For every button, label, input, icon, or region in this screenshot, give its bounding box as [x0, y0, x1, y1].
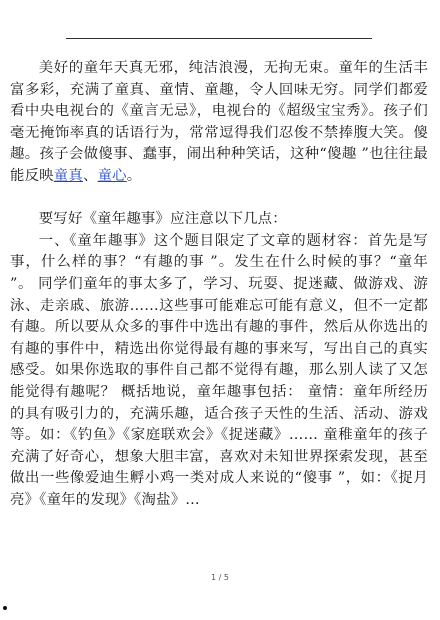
paragraph-intro-text: 美好的童年天真无邪，纯洁浪漫，无拘无束。童年的生活丰富多彩，充满了童真、童情、童趣，令人回味无穷。同学们都爱看中央电视台的《童言无忌》，电视台的《超级宝宝秀》。孩子们毫无掩饰率真的话语行为，常常逗得我们忍俊不禁捧腹大笑。傻趣。孩子会做傻事、蠢事，闹出种种笑话，这种“傻趣 ”也往往最能反映	[10, 60, 428, 184]
page-number: 1 / 5	[211, 573, 229, 582]
paragraph-guideline-one: 一、《童年趣事》这个题目限定了文章的题材容：首先是写事，什么样的事？“有趣的事 ”。发生在什么时候的事？“童年 ”。 同学们童年的事太多了，学习、玩耍、捉迷藏、做游戏、游泳、走亲戚、旅游……这些事可能难忘可能有意义，但不一定都有趣。所以要从众多的事件中选出有趣的事件，然后从你选出的有趣的事件中，精选出你觉得最有趣的事来写，写出自己的真实感受。如果你选取的事件自己都不觉得有趣，那么别人读了又怎能觉得有趣呢？ 概括地说，童年趣事包括： 童情：童年所经历的具有吸引力的，充满乐趣，适合孩子天性的生活、活动、游戏等。如：《钓鱼》《家庭联欢会》《捉迷藏》…… 童稚童年的孩子充满了好奇心，想象大胆丰富，喜欢对未知世界探索发现，甚至做出一些像爱迪生孵小鸡一类对成人来说的“傻事 ”，如：《捉月亮》《童年的发现》《淘盐》…	[10, 232, 428, 508]
link-tongzhen[interactable]: 童真	[53, 167, 83, 184]
paragraph-intro-end: 。	[126, 167, 142, 184]
header-rule	[66, 38, 372, 39]
link-separator: 、	[82, 167, 98, 184]
paragraph-gap	[10, 188, 428, 210]
paragraph-intro	[10, 58, 428, 188]
link-tongxin[interactable]: 童心	[97, 167, 127, 184]
margin-dot	[3, 606, 7, 610]
paragraph-guidelines-heading: 要写好《童年趣事》应注意以下几点：	[38, 211, 287, 228]
document-body	[10, 58, 428, 511]
